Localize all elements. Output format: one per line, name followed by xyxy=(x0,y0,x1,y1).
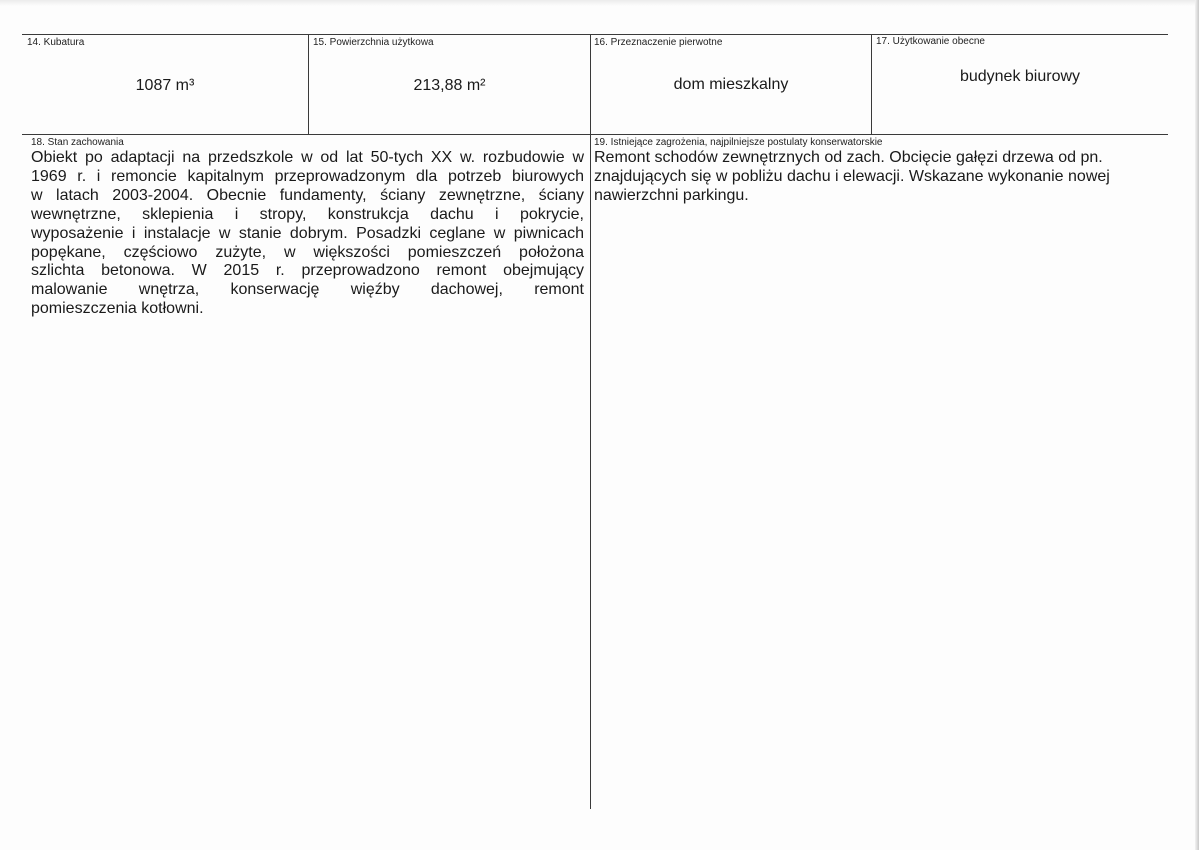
text-line: Remont schodów zewnętrznych od zach. Obcięcie gałęzi drzewa od pn. xyxy=(594,149,1103,166)
grid-middle-line xyxy=(22,134,1168,135)
text-line: w latach 2003-2004. Obecnie fundamenty, ściany zewnętrzne, ściany xyxy=(31,186,584,204)
stan-zachowania-label: 18. Stan zachowania xyxy=(31,137,124,148)
zagrozenia-text xyxy=(594,149,1154,206)
text-line: malowanie wnętrza, konserwację więźby dachowej, remont xyxy=(31,281,584,299)
kubatura-value: 1087 m³ xyxy=(135,77,195,94)
text-line: wewnętrzne, sklepienia i stropy, konstrukcja dachu i pokrycie, xyxy=(31,205,584,223)
uzytkowanie-value: budynek biurowy xyxy=(959,68,1081,85)
stan-zachowania-text xyxy=(31,149,584,319)
text-line: 1969 r. i remoncie kapitalnym przeprowadzonym dla potrzeb biurowych xyxy=(31,167,584,185)
kubatura-label: 14. Kubatura xyxy=(27,37,85,48)
text-line: znajdujących się w pobliżu dachu i elewacji. Wskazane wykonanie nowej xyxy=(594,167,1110,185)
text-line: szlichta betonowa. W 2015 r. przeprowadzono remont obejmujący xyxy=(31,262,584,280)
scan-right-edge xyxy=(1195,0,1199,850)
zagrozenia-label: 19. Istniejące zagrożenia, najpilniejsze postulaty konserwatorskie xyxy=(594,137,883,148)
text-line: popękane, częściowo zużyte, w większości pomieszczeń położona xyxy=(31,243,584,261)
grid-center-divider xyxy=(590,34,591,809)
powierzchnia-value: 213,88 m² xyxy=(413,77,486,94)
uzytkowanie-label: 17. Użytkowanie obecne xyxy=(876,36,985,47)
scan-top-shadow xyxy=(0,0,1199,6)
grid-top-line xyxy=(22,34,1168,35)
text-line: Obiekt po adaptacji na przedszkole w od lat 50-tych XX w. rozbudowie w xyxy=(31,149,584,166)
text-line: wyposażenie i instalacje w stanie dobrym. Posadzki ceglane w piwnicach xyxy=(31,224,584,242)
przeznaczenie-label: 16. Przeznaczenie pierwotne xyxy=(594,37,723,48)
przeznaczenie-value: dom mieszkalny xyxy=(673,76,789,93)
text-line: nawierzchni parkingu. xyxy=(594,186,749,204)
powierzchnia-label: 15. Powierzchnia użytkowa xyxy=(313,37,434,48)
text-line: pomieszczenia kotłowni. xyxy=(31,300,204,318)
